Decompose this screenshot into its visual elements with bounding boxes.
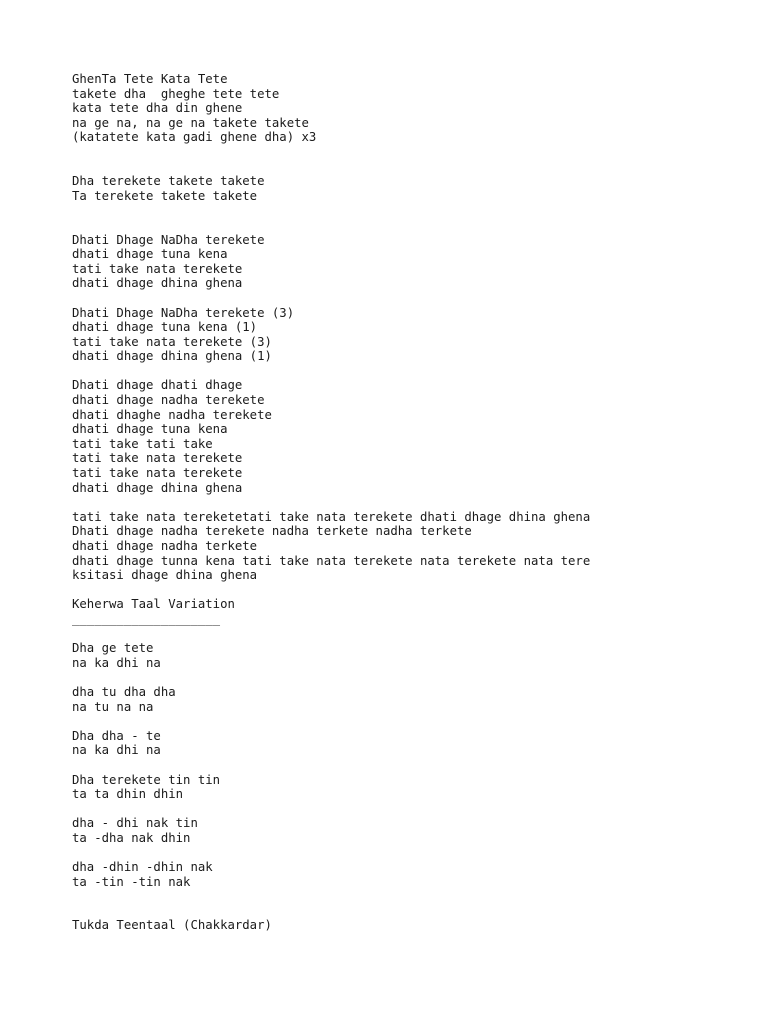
text-line: tati take nata terekete [72, 451, 243, 466]
text-line: Dhati dhage dhati dhage [72, 378, 243, 393]
text-block-variation-4 [72, 773, 752, 802]
text-line: dhati dhage tuna kena [72, 247, 228, 262]
section-title: Keherwa Taal Variation [72, 597, 235, 612]
text-line: na ka dhi na [72, 743, 161, 758]
text-line: na ka dhi na [72, 655, 161, 670]
section-title: Tukda Teentaal (Chakkardar) [72, 918, 272, 933]
text-line: Dhati dhage nadha terekete nadha terkete nadha terkete [72, 524, 472, 539]
section-heading-keherwa [72, 597, 752, 626]
text-line: Dha ge tete [72, 641, 154, 656]
text-line: ksitasi dhage dhina ghena [72, 568, 258, 583]
text-line: Dha terekete tin tin [72, 772, 221, 787]
text-line: dhati dhaghe nadha terekete [72, 407, 272, 422]
text-block-intro [72, 72, 752, 145]
text-line: dha -dhin -dhin nak [72, 860, 213, 875]
text-line: dhati dhage tunna kena tati take nata terekete nata terekete nata tere [72, 553, 591, 568]
text-block-dhati-1 [72, 233, 752, 291]
text-block-variation-2 [72, 685, 752, 714]
text-block-variation-3 [72, 729, 752, 758]
text-line: ta -tin -tin nak [72, 874, 191, 889]
text-line: dhati dhage dhina ghena (1) [72, 349, 272, 364]
text-line: dhati dhage tuna kena [72, 422, 228, 437]
text-block-dhati-3 [72, 378, 752, 495]
text-line: tati take nata terekete (3) [72, 334, 272, 349]
text-block-variation-1 [72, 641, 752, 670]
text-line: Dha terekete takete takete [72, 174, 265, 189]
text-line: ta -dha nak dhin [72, 830, 191, 845]
text-line: Ta terekete takete takete [72, 188, 258, 203]
text-line: Dha dha - te [72, 728, 161, 743]
text-line: dhati dhage tuna kena (1) [72, 320, 258, 335]
section-underline: ____________________ [72, 611, 221, 626]
text-block-dhati-2 [72, 306, 752, 364]
text-line: tati take nata terekete [72, 466, 243, 481]
text-line: kata tete dha din ghene [72, 101, 243, 116]
text-line: tati take nata terekete [72, 261, 243, 276]
text-line: (katatete kata gadi ghene dha) x3 [72, 130, 317, 145]
text-block-variation-5 [72, 816, 752, 845]
text-line: dhati dhage nadha terekete [72, 393, 265, 408]
text-block-variation-6 [72, 860, 752, 889]
text-line: takete dha gheghe tete tete [72, 86, 280, 101]
text-line: ta ta dhin dhin [72, 787, 184, 802]
text-line: Dhati Dhage NaDha terekete (3) [72, 305, 295, 320]
text-line: dhati dhage dhina ghena [72, 480, 243, 495]
text-line: tati take tati take [72, 436, 213, 451]
text-line: dha - dhi nak tin [72, 816, 198, 831]
text-block-terekete [72, 174, 752, 203]
text-line: dhati dhage nadha terkete [72, 539, 258, 553]
text-line: Dhati Dhage NaDha terekete [72, 232, 265, 247]
text-line: GhenTa Tete Kata Tete [72, 72, 228, 86]
text-line: dhati dhage dhina ghena [72, 276, 243, 291]
section-heading-tukda [72, 918, 752, 933]
text-line: na tu na na [72, 699, 154, 714]
text-line: tati take nata tereketetati take nata terekete dhati dhage dhina ghena [72, 509, 591, 524]
document-page [72, 72, 752, 933]
text-line: dha tu dha dha [72, 684, 176, 699]
text-line: na ge na, na ge na takete takete [72, 115, 309, 130]
text-block-tati [72, 510, 752, 583]
